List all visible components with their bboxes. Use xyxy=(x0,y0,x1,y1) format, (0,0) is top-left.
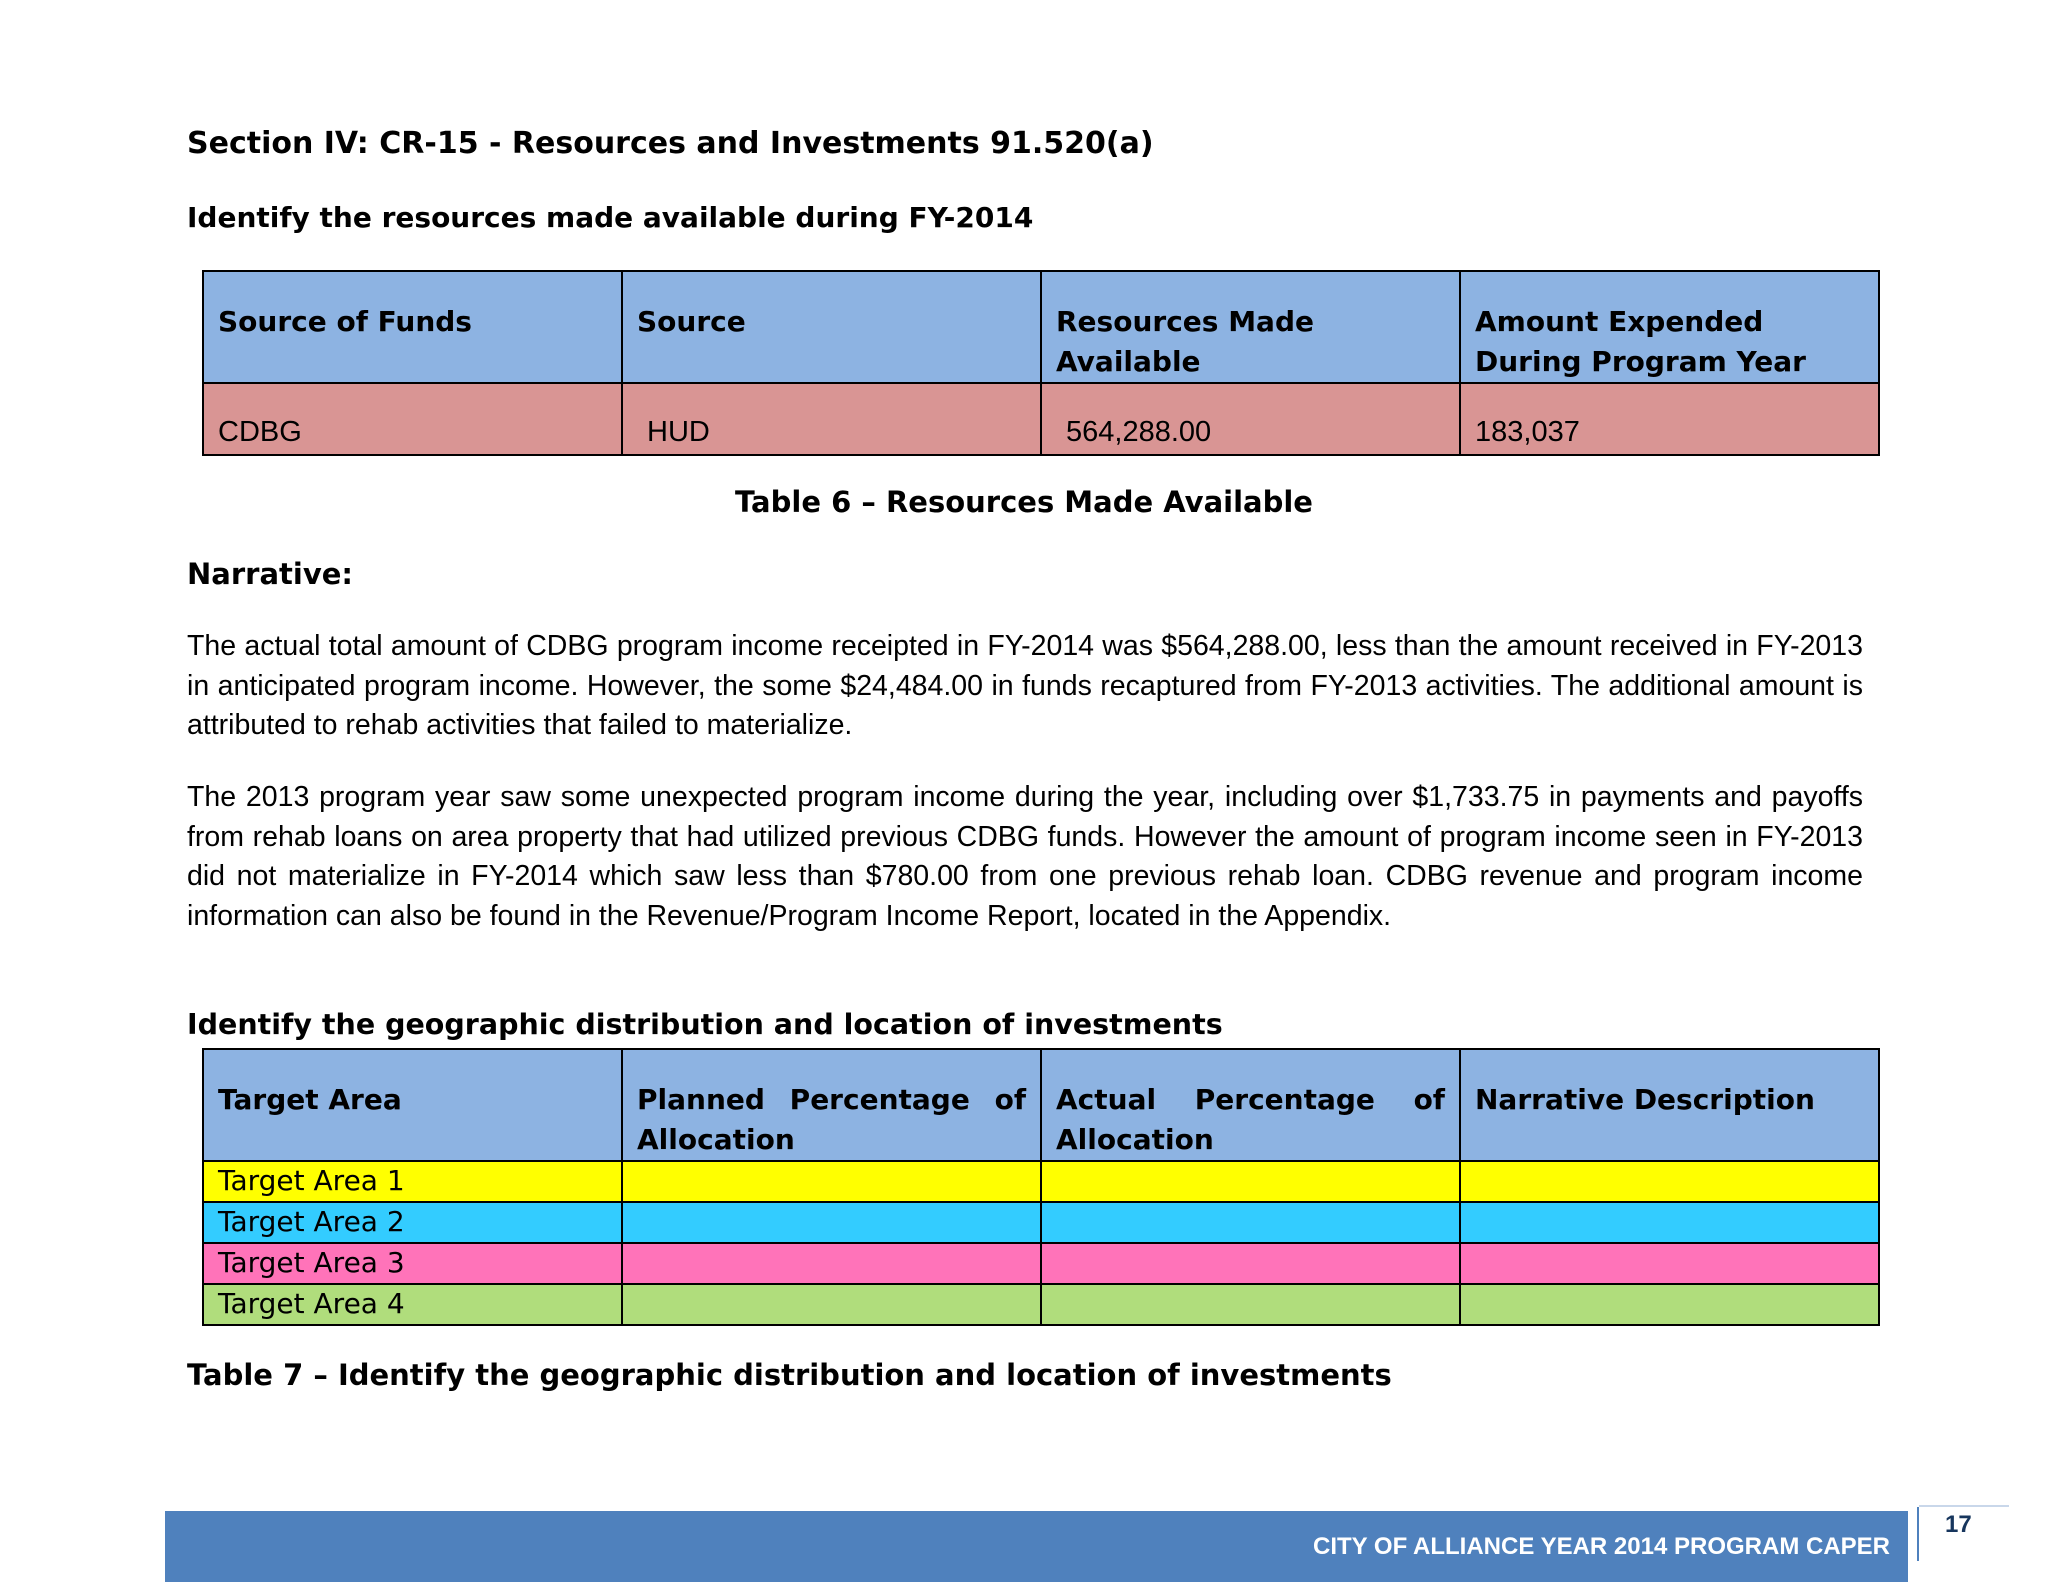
table-header-row xyxy=(203,1049,1879,1161)
header-planned-percentage: Planned Percentage of Allocation xyxy=(622,1049,1041,1161)
cell-narrative-description xyxy=(1460,1284,1879,1325)
cell-amount-expended: 183,037 xyxy=(1460,383,1879,455)
table-row xyxy=(203,1161,1879,1202)
cell-actual-percentage xyxy=(1041,1284,1460,1325)
header-amount-expended: Amount Expended During Program Year xyxy=(1460,271,1879,383)
page-number-divider xyxy=(1917,1507,1919,1561)
narrative-paragraph: The actual total amount of CDBG program income receipted in FY-2014 was $564,288.00, less than the amount received in FY-2013 in anticipated program income. However, the some $24,484.00 in funds recaptured from FY-2013 activities. The additional amount is attributed to rehab activities that failed to materialize. xyxy=(187,630,1863,741)
page-number: 17 xyxy=(1945,1511,1972,1538)
cell-planned-percentage xyxy=(622,1202,1041,1243)
header-actual-percentage: Actual Percentage of Allocation xyxy=(1041,1049,1460,1161)
cell-actual-percentage xyxy=(1041,1202,1460,1243)
cell-narrative-description xyxy=(1460,1243,1879,1284)
footer-title: CITY OF ALLIANCE YEAR 2014 PROGRAM CAPER xyxy=(1313,1533,1890,1560)
table-row xyxy=(203,383,1879,455)
cell-target-area: Target Area 1 xyxy=(203,1161,622,1202)
cell-narrative-description xyxy=(1460,1202,1879,1243)
table-header-row xyxy=(203,271,1879,383)
table-row xyxy=(203,1243,1879,1284)
page-number-divider-top xyxy=(1919,1505,2009,1507)
narrative-label: Narrative: xyxy=(187,557,353,591)
cell-planned-percentage xyxy=(622,1161,1041,1202)
table-row xyxy=(203,1202,1879,1243)
cell-planned-percentage xyxy=(622,1243,1041,1284)
geo-heading: Identify the geographic distribution and location of investments xyxy=(187,1008,1223,1041)
cell-actual-percentage xyxy=(1041,1243,1460,1284)
table7-caption: Table 7 – Identify the geographic distribution and location of investments xyxy=(187,1358,1392,1392)
header-target-area: Target Area xyxy=(203,1049,622,1161)
cell-target-area: Target Area 4 xyxy=(203,1284,622,1325)
cell-target-area: Target Area 3 xyxy=(203,1243,622,1284)
header-narrative-description: Narrative Description xyxy=(1460,1049,1879,1161)
cell-target-area: Target Area 2 xyxy=(203,1202,622,1243)
cell-narrative-description xyxy=(1460,1161,1879,1202)
narrative-paragraph: The 2013 program year saw some unexpected program income during the year, including over $1,733.75 in payments and payoffs from rehab loans on area property that had utilized previous CDBG funds. However the amount of program income seen in FY-2013 did not materialize in FY-2014 which saw less than $780.00 from one previous rehab loan. CDBG revenue and program income information can also be found in the Revenue/Program Income Report, located in the Appendix. xyxy=(187,781,1863,932)
cell-actual-percentage xyxy=(1041,1161,1460,1202)
header-source: Source xyxy=(622,271,1041,383)
cell-planned-percentage xyxy=(622,1284,1041,1325)
table-row xyxy=(203,1284,1879,1325)
header-source-of-funds: Source of Funds xyxy=(203,271,622,383)
cell-source-of-funds: CDBG xyxy=(203,383,622,455)
section-title: Section IV: CR-15 - Resources and Investments 91.520(a) xyxy=(187,126,1154,161)
header-resources-made-available: Resources Made Available xyxy=(1041,271,1460,383)
footer-bar xyxy=(165,1511,1908,1582)
table6-caption: Table 6 – Resources Made Available xyxy=(735,485,1313,519)
cell-resources-made-available: 564,288.00 xyxy=(1041,383,1460,455)
resources-table xyxy=(202,270,1880,456)
resources-heading: Identify the resources made available during FY-2014 xyxy=(187,201,1034,234)
cell-source: HUD xyxy=(622,383,1041,455)
geographic-distribution-table xyxy=(202,1048,1880,1326)
